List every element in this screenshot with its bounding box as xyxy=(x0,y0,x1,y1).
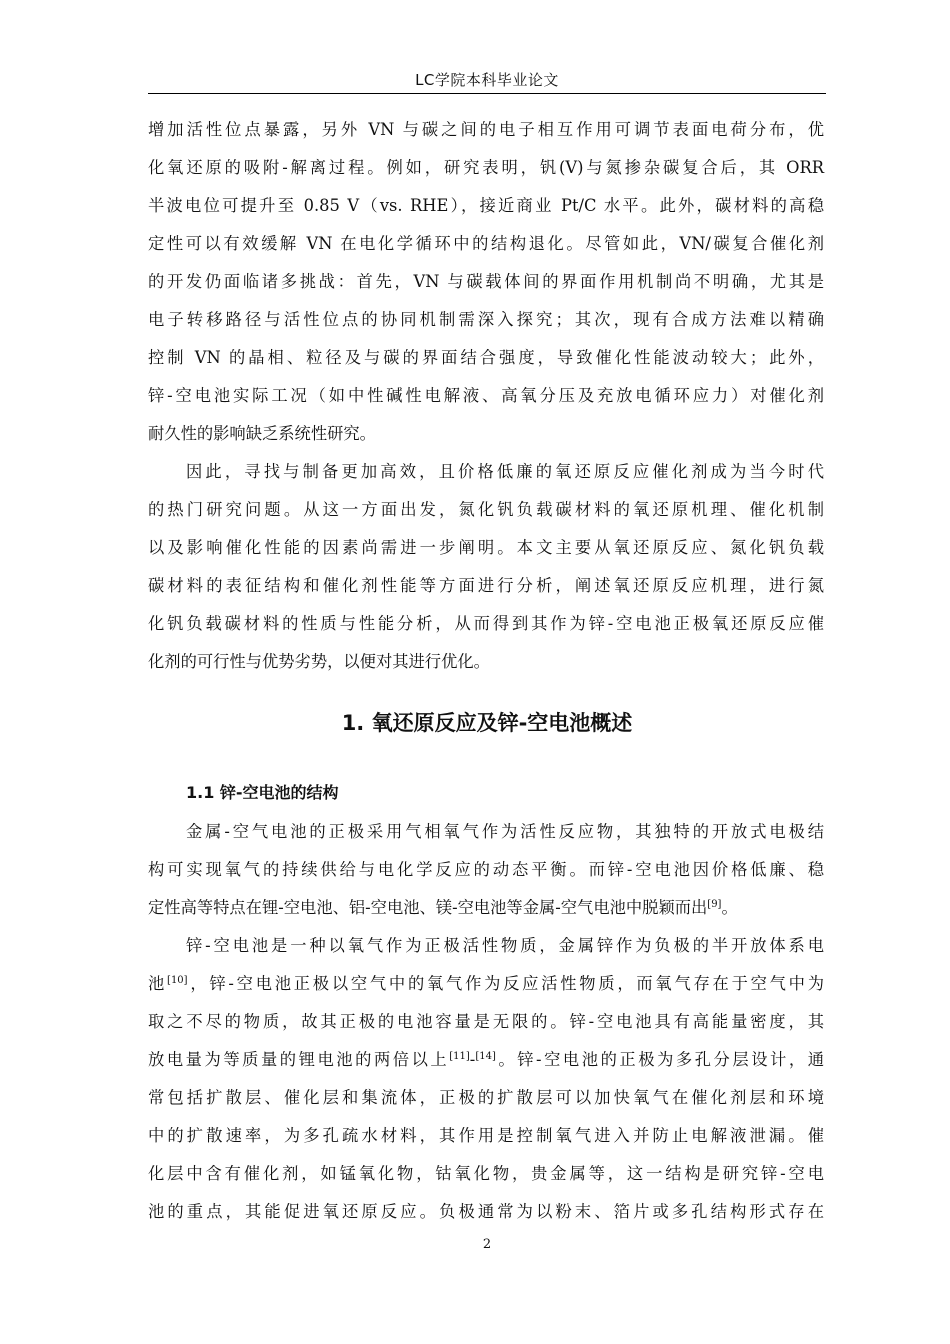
citation-ref: [14] xyxy=(475,1051,496,1062)
paragraph-line: 的热门研究问题。从这一方面出发，氮化钒负载碳材料的氧还原机理、催化机制 xyxy=(148,500,824,519)
paragraph-line: 耐久性的影响缺乏系统性研究。 xyxy=(148,424,376,443)
paragraph-line: 因此，寻找与制备更加高效，且价格低廉的氧还原反应催化剂成为当今时代 xyxy=(186,462,824,481)
citation-ref: [11] xyxy=(449,1051,470,1062)
header-rule xyxy=(148,93,826,94)
citation-ref: [9] xyxy=(707,899,722,910)
paragraph-line: 碳材料的表征结构和催化剂性能等方面进行分析，阐述氧还原反应机理，进行氮 xyxy=(148,576,824,595)
paragraph-line: 的开发仍面临诸多挑战：首先，VN 与碳载体间的界面作用机制尚不明确，尤其是 xyxy=(148,272,824,291)
line-text: 池 xyxy=(148,974,168,993)
running-header: LC学院本科毕业论文 xyxy=(415,71,559,89)
paragraph-line: 锌-空电池实际工况（如中性碱性电解液、高氧分压及充放电循环应力）对催化剂 xyxy=(148,386,824,405)
subsection-heading: 1.1 锌-空电池的结构 xyxy=(186,783,339,802)
paragraph-line xyxy=(148,972,824,996)
citation-range-dash: - xyxy=(469,1050,476,1069)
paragraph-line: 电子转移路径与活性位点的协同机制需深入探究；其次，现有合成方法难以精确 xyxy=(148,310,824,329)
citation-ref: [10] xyxy=(167,975,188,986)
paragraph-line: 取之不尽的物质，故其正极的电池容量是无限的。锌-空电池具有高能量密度，其 xyxy=(148,1012,824,1031)
paragraph-line: 增加活性位点暴露，另外 VN 与碳之间的电子相互作用可调节表面电荷分布，优 xyxy=(148,120,824,139)
paragraph-line: 控制 VN 的晶相、粒径及与碳的界面结合强度，导致催化性能波动较大；此外， xyxy=(148,348,824,367)
paragraph-line: 锌-空电池是一种以氧气作为正极活性物质，金属锌作为负极的半开放体系电 xyxy=(186,936,824,955)
paragraph-line: 化钒负载碳材料的性质与性能分析，从而得到其作为锌-空电池正极氧还原反应催 xyxy=(148,614,824,633)
paragraph-line: 池的重点，其能促进氧还原反应。负极通常为以粉末、箔片或多孔结构形式存在 xyxy=(148,1202,824,1221)
paragraph-line: 半波电位可提升至 0.85 V（vs. RHE），接近商业 Pt/C 水平。此外，碳材料的高稳 xyxy=(148,196,824,215)
line-text: 放电量为等质量的锂电池的两倍以上 xyxy=(148,1050,450,1069)
section-heading: 1. 氧还原反应及锌-空电池概述 xyxy=(341,711,633,735)
paragraph-line: 化氧还原的吸附-解离过程。例如，研究表明，钒(V)与氮掺杂碳复合后，其 ORR xyxy=(148,158,824,177)
paragraph-line: 定性可以有效缓解 VN 在电化学循环中的结构退化。尽管如此，VN/碳复合催化剂 xyxy=(148,234,824,253)
paragraph-line: 金属-空气电池的正极采用气相氧气作为活性反应物，其独特的开放式电极结 xyxy=(186,822,824,841)
paragraph-line xyxy=(148,896,824,920)
paragraph-line: 常包括扩散层、催化层和集流体，正极的扩散层可以加快氧气在催化剂层和环境 xyxy=(148,1088,824,1107)
paragraph-line xyxy=(148,1048,824,1072)
line-text: 。 xyxy=(721,898,738,917)
paragraph-line: 化剂的可行性与优势劣势，以便对其进行优化。 xyxy=(148,652,490,671)
line-text: 定性高等特点在锂-空电池、铝-空电池、镁-空电池等金属-空气电池中脱颖而出 xyxy=(148,898,708,917)
paragraph-line: 中的扩散速率，为多孔疏水材料，其作用是控制氧气进入并防止电解液泄漏。催 xyxy=(148,1126,824,1145)
paragraph-line: 以及影响催化性能的因素尚需进一步阐明。本文主要从氧还原反应、氮化钒负载 xyxy=(148,538,824,557)
line-text: ，锌-空电池正极以空气中的氧气作为反应活性物质，而氧气存在于空气中为 xyxy=(187,974,824,993)
page-number: 2 xyxy=(482,1237,492,1252)
line-text: 。锌-空电池的正极为多孔分层设计，通 xyxy=(495,1050,824,1069)
paragraph-line: 构可实现氧气的持续供给与电化学反应的动态平衡。而锌-空电池因价格低廉、稳 xyxy=(148,860,824,879)
paragraph-line: 化层中含有催化剂，如锰氧化物，钴氧化物，贵金属等，这一结构是研究锌-空电 xyxy=(148,1164,824,1183)
